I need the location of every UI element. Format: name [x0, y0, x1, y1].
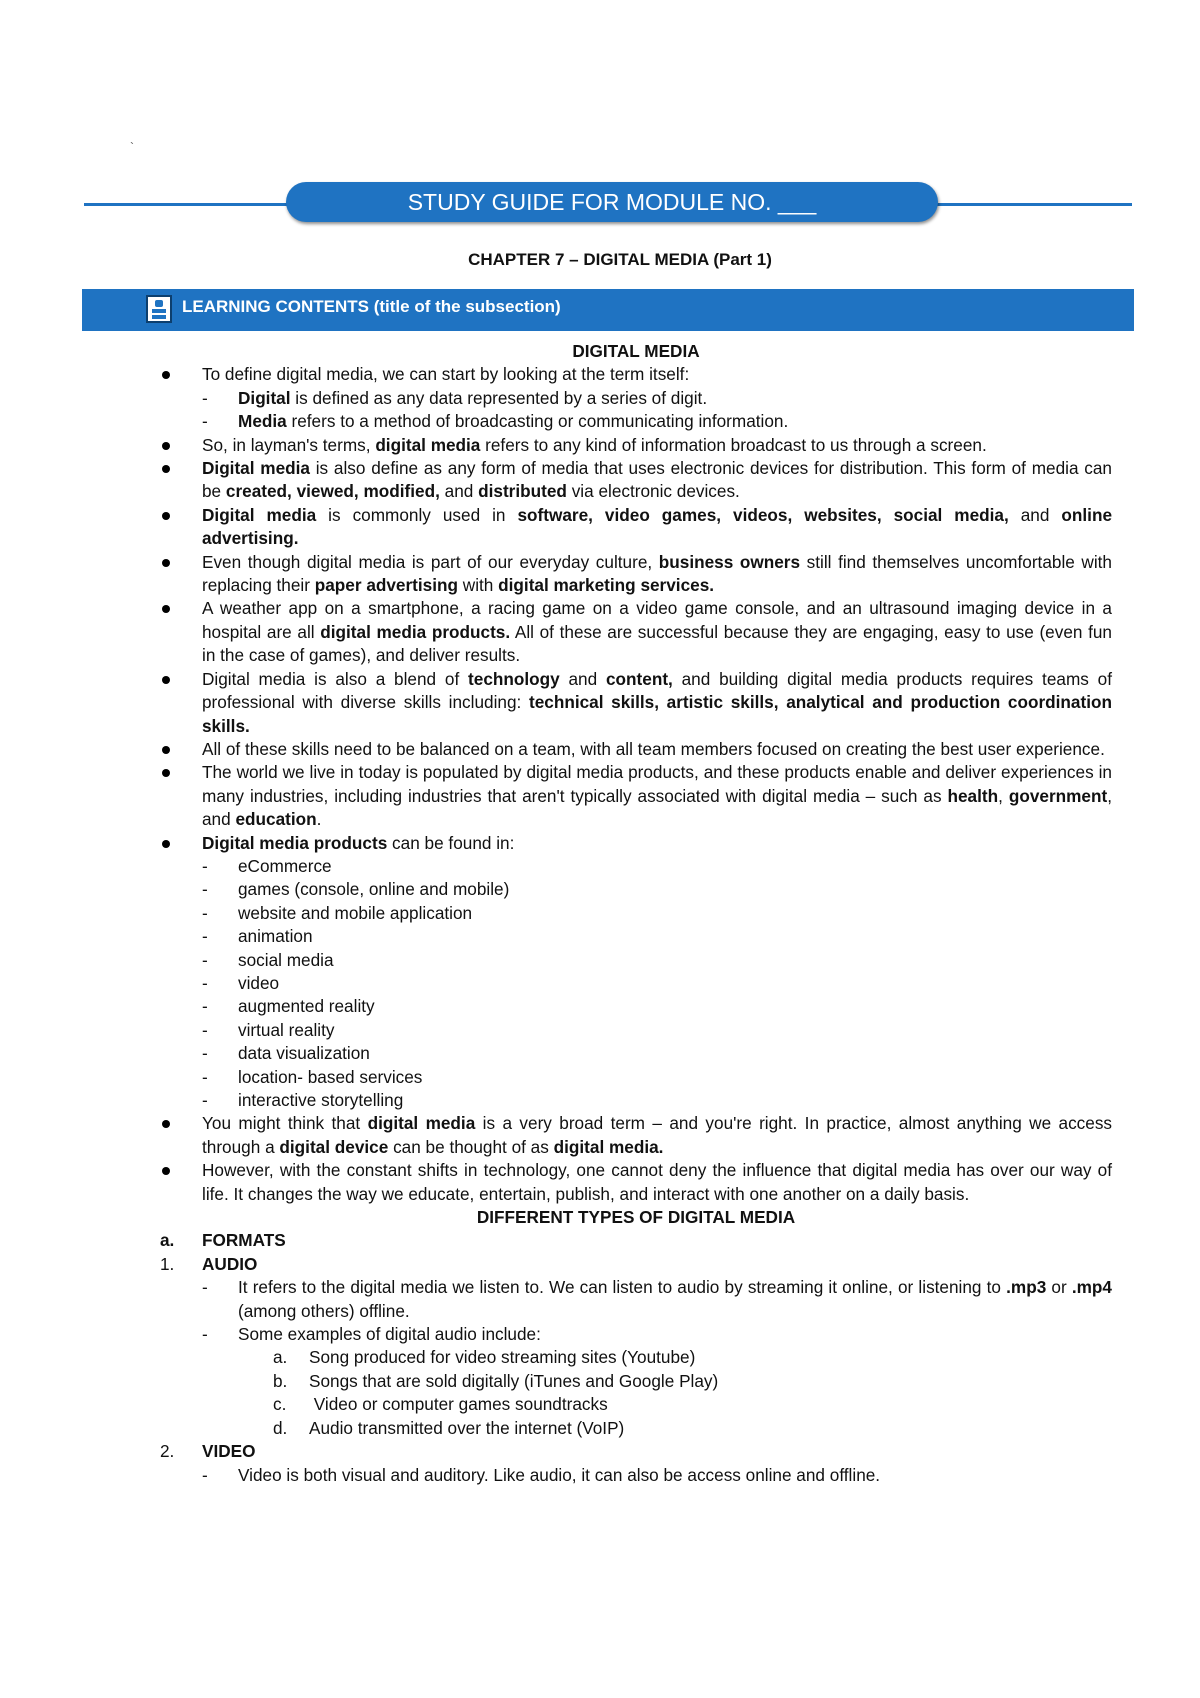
bullet-item: Even though digital media is part of our everyday culture, business owners still find themselves uncomfortable with replacing their paper advertising with digital marketing services.	[160, 551, 1112, 598]
bullet-item: Digital media is commonly used in software, video games, videos, websites, social media, and online advertising.	[160, 504, 1112, 551]
banner-rule-right	[932, 203, 1132, 206]
section-title: LEARNING CONTENTS (title of the subsection)	[182, 297, 561, 316]
study-guide-banner: STUDY GUIDE FOR MODULE NO. ___	[286, 182, 938, 222]
dash-item: - Video is both visual and auditory. Like audio, it can also be access online and offline.	[160, 1464, 1112, 1487]
bullet-item: A weather app on a smartphone, a racing game on a video game console, and an ultrasound imaging device in a hospital are all digital media products. All of these are successful because they are engaging, easy to use (even fun in the case of games), and deliver results.	[160, 597, 1112, 667]
stray-mark: `	[130, 140, 134, 154]
audio-example: b. Songs that are sold digitally (iTunes and Google Play)	[273, 1370, 719, 1391]
product-item: - virtual reality	[160, 1019, 1112, 1042]
product-item: - website and mobile application	[160, 902, 1112, 925]
product-item: - video	[160, 972, 1112, 995]
dash-item: - Digital is defined as any data represented by a series of digit.	[160, 387, 1112, 410]
formats-heading: a. FORMATS	[160, 1230, 286, 1251]
audio-example: a. Song produced for video streaming sites (Youtube)	[273, 1347, 696, 1368]
dash-item: - It refers to the digital media we listen to. We can listen to audio by streaming it online, or listening to .mp3 or .mp4 (among others) offline.	[160, 1276, 1112, 1323]
product-item: - location- based services	[160, 1066, 1112, 1089]
document-body	[160, 340, 1112, 1487]
banner-rule-left	[84, 203, 290, 206]
product-item: - augmented reality	[160, 995, 1112, 1018]
bullet-item: Digital media is also a blend of technology and content, and building digital media products requires teams of professional with diverse skills including: technical skills, artistic skills, analytical and production coordination skills.	[160, 668, 1112, 738]
bullet-item: To define digital media, we can start by looking at the term itself:	[160, 363, 1112, 386]
heading-types: DIFFERENT TYPES OF DIGITAL MEDIA	[476, 1207, 796, 1228]
dash-item: - Some examples of digital audio include:	[160, 1323, 1112, 1346]
heading-digital-media: DIGITAL MEDIA	[572, 341, 700, 361]
bullet-item: Digital media products can be found in:	[160, 832, 1112, 855]
audio-example: d. Audio transmitted over the internet (VoIP)	[273, 1417, 625, 1438]
product-item: - games (console, online and mobile)	[160, 878, 1112, 901]
product-item: - interactive storytelling	[160, 1089, 1112, 1112]
bullet-item: Digital media is also define as any form of media that uses electronic devices for distribution. This form of media can be created, viewed, modified, and distributed via electronic devices.	[160, 457, 1112, 504]
bullet-item: However, with the constant shifts in technology, one cannot deny the influence that digital media has over our way of life. It changes the way we educate, entertain, publish, and interact with one another on a daily basis.	[160, 1159, 1112, 1206]
video-heading: 2. VIDEO	[160, 1441, 256, 1462]
bullet-item: So, in layman's terms, digital media refers to any kind of information broadcast to us through a screen.	[160, 434, 1112, 457]
bullet-item: You might think that digital media is a very broad term – and you're right. In practice, almost anything we access through a digital device can be thought of as digital media.	[160, 1112, 1112, 1159]
audio-example: c. Video or computer games soundtracks	[273, 1394, 608, 1415]
product-item: - eCommerce	[160, 855, 1112, 878]
bullet-item: All of these skills need to be balanced on a team, with all team members focused on creating the best user experience.	[160, 738, 1112, 761]
audio-heading: 1. AUDIO	[160, 1253, 258, 1274]
dash-item: - Media refers to a method of broadcasting or communicating information.	[160, 410, 1112, 433]
person-board-icon	[146, 295, 172, 323]
product-item: - social media	[160, 949, 1112, 972]
product-item: - animation	[160, 925, 1112, 948]
product-item: - data visualization	[160, 1042, 1112, 1065]
chapter-title: CHAPTER 7 – DIGITAL MEDIA (Part 1)	[468, 250, 772, 269]
bullet-item: The world we live in today is populated by digital media products, and these products enable and deliver experiences in many industries, including industries that aren't typically associated with digital media – such as health, government, and education.	[160, 761, 1112, 831]
section-header-bar	[82, 289, 1134, 331]
